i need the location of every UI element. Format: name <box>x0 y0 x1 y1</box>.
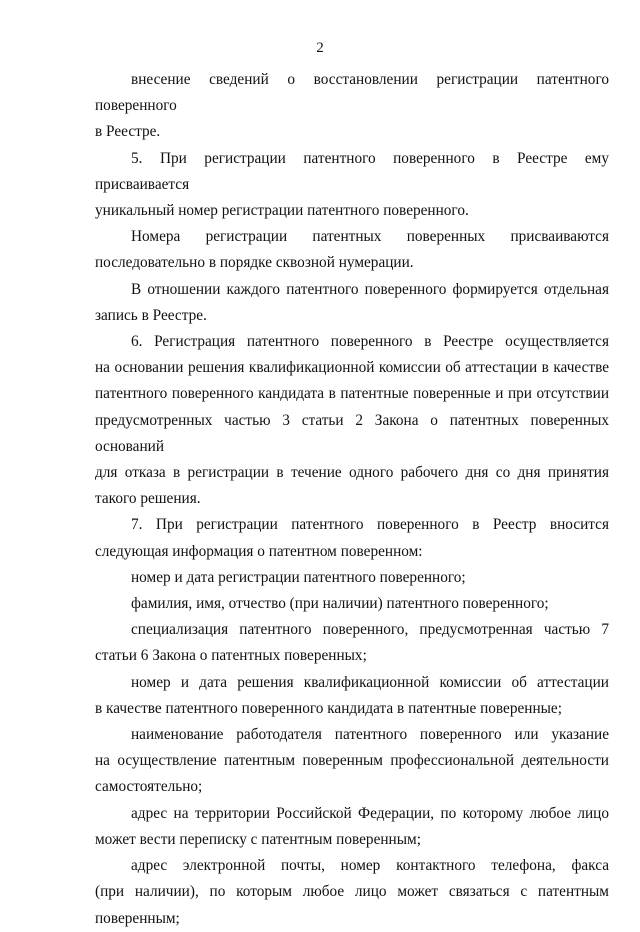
text-line: наименование работодателя патентного поверенного или указание <box>131 726 609 744</box>
text-line: 5. При регистрации патентного поверенного в Реестре ему присваивается <box>95 149 609 193</box>
paragraph-separate-record <box>95 277 609 329</box>
paragraph-restoration-record <box>95 67 609 146</box>
text-line: специализация патентного поверенного, предусмотренная частью 7 <box>131 621 609 639</box>
text-line: на основании решения квалификационной комиссии об аттестации в качестве <box>95 359 609 377</box>
text-line: на осуществление патентным поверенным профессиональной деятельности <box>95 752 609 770</box>
text-line: последовательно в порядке сквозной нумерации. <box>95 254 414 272</box>
paragraph-numbering <box>95 224 609 276</box>
page-number: 2 <box>316 40 324 56</box>
list-item-registration-number <box>95 565 609 591</box>
text-line: 7. При регистрации патентного поверенного в Реестр вносится <box>131 516 609 534</box>
text-line: (при наличии), по которым любое лицо может связаться с патентным <box>95 883 609 901</box>
text-line: для отказа в регистрации в течение одного рабочего дня со дня принятия <box>95 464 609 482</box>
text-line: самостоятельно; <box>95 778 203 796</box>
text-line: следующая информация о патентном поверенном: <box>95 542 423 560</box>
text-line: Номера регистрации патентных поверенных присваиваются <box>131 228 609 246</box>
text-line: поверенным; <box>95 909 180 927</box>
text-line: предусмотренных частью 3 статьи 2 Закона о патентных поверенных оснований <box>95 411 609 455</box>
text-line: запись в Реестре. <box>95 306 207 324</box>
paragraph-5 <box>95 146 609 225</box>
paragraph-6 <box>95 329 609 512</box>
text-line: уникальный номер регистрации патентного поверенного. <box>95 202 469 220</box>
text-line: фамилия, имя, отчество (при наличии) патентного поверенного; <box>131 595 549 613</box>
text-line: адрес на территории Российской Федерации, по которому любое лицо <box>131 804 609 822</box>
list-item-full-name <box>95 591 609 617</box>
text-line: в Реестре. <box>95 123 161 141</box>
text-line: может вести переписку с патентным поверенным; <box>95 830 421 848</box>
list-item-specialization <box>95 617 609 669</box>
paragraph-7 <box>95 512 609 564</box>
list-item-employer <box>95 722 609 801</box>
text-line: адрес электронной почты, номер контактного телефона, факса <box>131 857 609 875</box>
list-item-commission-decision <box>95 670 609 722</box>
text-line: номер и дата решения квалификационной комиссии об аттестации <box>131 673 609 691</box>
text-line: В отношении каждого патентного поверенного формируется отдельная <box>131 280 609 298</box>
text-line: такого решения. <box>95 490 201 508</box>
text-line: номер и дата регистрации патентного поверенного; <box>131 568 466 586</box>
text-line: патентного поверенного кандидата в патентные поверенные и при отсутствии <box>95 385 609 403</box>
text-line: в качестве патентного поверенного кандидата в патентные поверенные; <box>95 699 562 717</box>
document-body <box>95 67 609 932</box>
list-item-postal-address <box>95 801 609 853</box>
list-item-contacts <box>95 853 609 932</box>
text-line: внесение сведений о восстановлении регистрации патентного поверенного <box>95 71 609 115</box>
text-line: статьи 6 Закона о патентных поверенных; <box>95 647 367 665</box>
text-line: 6. Регистрация патентного поверенного в Реестре осуществляется <box>131 333 609 351</box>
